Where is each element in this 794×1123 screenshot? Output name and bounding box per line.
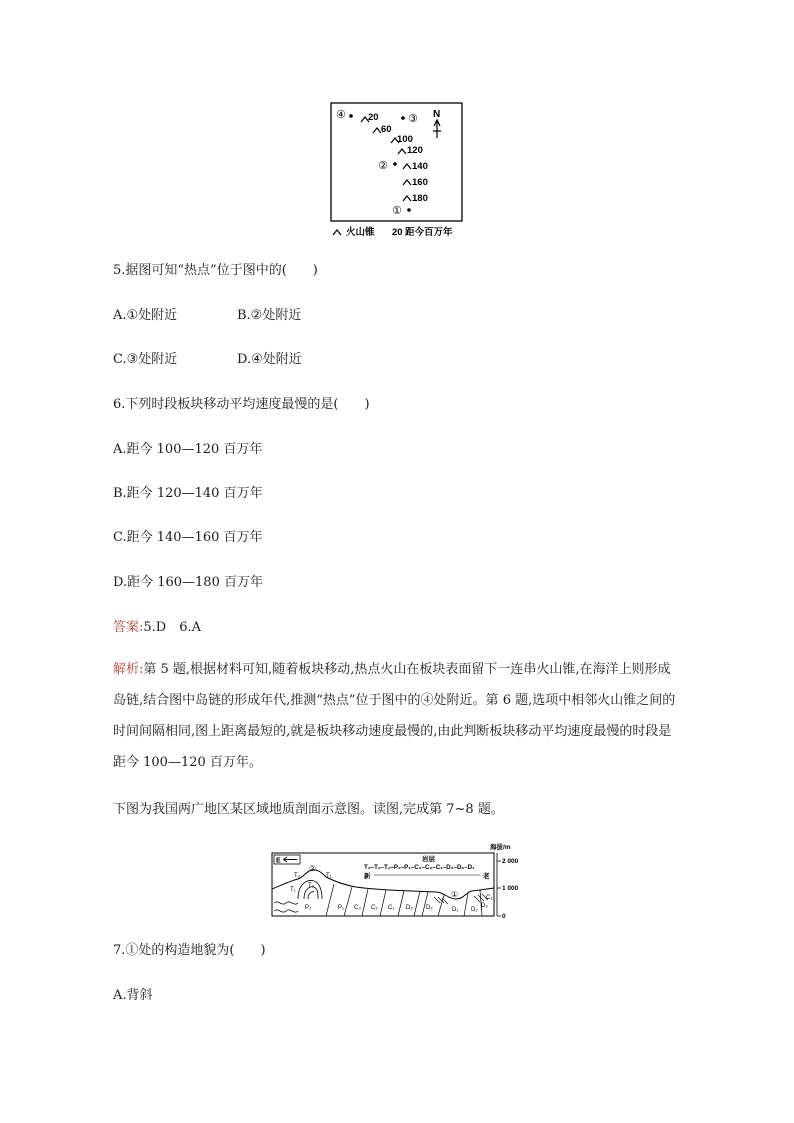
layer-label: T₂ (308, 883, 314, 889)
question-5-option-a[interactable]: A.①处附近 (113, 308, 178, 323)
label-circle-1: ① (392, 205, 402, 217)
layer-label: T₁ (290, 887, 296, 893)
figure-frame (331, 103, 462, 221)
marker-1: ① (451, 890, 459, 899)
legend-age-number: 20 (392, 227, 403, 238)
layer-label: D₂ (471, 907, 478, 913)
layer-label: C₂ (371, 905, 378, 911)
strata-sequence: T₃–T₂–T₁–P₂–P₁–C₃–C₂–C₁–D₃–D₂–D₁ (364, 864, 475, 871)
question-6-stem: 6.下列时段板块移动平均速度最慢的是( ) (113, 397, 370, 412)
question-6-option-b[interactable]: B.距今 120—140 百万年 (113, 486, 263, 501)
layer-label: T₁ (326, 873, 332, 879)
volcano-cone-icon (398, 149, 406, 154)
volcano-cone-icon (403, 180, 411, 185)
volcano-cone-icon (403, 196, 411, 201)
island-dot-3 (401, 116, 405, 120)
age-180: 180 (412, 193, 428, 204)
direction-label: E (276, 857, 281, 865)
answer-label: 答案: (113, 620, 144, 635)
analysis-text: 第 5 题,根据材料可知,随着板块移动,热点火山在板块表面留下一连串火山锥,在海洋上则形成岛链,结合图中岛链的形成年代,推测“热点”位于图中的④处附近。第 6 题,选项中相邻火山锥之间的时间间隔相同,图上距离最短的,就是板块移动速度最慢的,由此判断板块移动平均速度最慢的时段是距今 100—120 百万年。 (113, 662, 676, 770)
north-arrow-icon (433, 120, 441, 138)
tick-label-2000: 2 000 (502, 858, 519, 865)
layer-label: D₃ (406, 905, 413, 911)
question-5-stem: 5.据图可知“热点”位于图中的( ) (113, 263, 318, 278)
label-circle-2: ② (378, 160, 388, 172)
analysis-label: 解析: (113, 662, 144, 677)
strata-new-label: 新 (364, 873, 371, 880)
legend-cone-label: 火山锥 (346, 227, 375, 238)
layer-label: D₃ (481, 903, 488, 909)
layer-label: D₁ (452, 907, 459, 913)
age-160: 160 (412, 177, 428, 188)
intro-7-8: 下图为我国两广地区某区域地质剖面示意图。读图,完成第 7~8 题。 (113, 802, 504, 817)
north-label: N (433, 109, 441, 120)
answer-text: 5.D 6.A (143, 620, 202, 635)
question-7-stem: 7.①处的构造地貌为( ) (113, 943, 266, 958)
legend-cone-icon (333, 230, 341, 235)
question-7-option-a[interactable]: A.背斜 (113, 988, 153, 1003)
label-circle-4: ④ (336, 109, 346, 121)
island-dot-4 (349, 114, 353, 118)
age-20: 20 (368, 112, 379, 123)
layer-label: T₃ (294, 873, 301, 879)
island-dot-2 (393, 162, 397, 166)
layer-label: P₁ (338, 905, 345, 911)
analysis-paragraph (113, 654, 683, 778)
question-6-option-d[interactable]: D.距今 160—180 百万年 (113, 575, 263, 590)
age-100: 100 (397, 134, 413, 145)
question-5-option-d[interactable]: D.④处附近 (237, 352, 302, 367)
hotspot-figure (330, 101, 464, 241)
age-140: 140 (412, 161, 428, 172)
question-6-option-a[interactable]: A.距今 100—120 百万年 (113, 442, 263, 457)
layer-label: C₁ (388, 905, 395, 911)
age-60: 60 (381, 124, 392, 135)
question-6-option-c[interactable]: C.距今 140—160 百万年 (113, 530, 263, 545)
question-5-option-b[interactable]: B.②处附近 (237, 308, 302, 323)
marker-2: ② (309, 864, 317, 873)
layer-label: P₂ (305, 905, 312, 911)
question-5-option-c[interactable]: C.③处附近 (113, 352, 178, 367)
label-circle-3: ③ (408, 113, 418, 125)
tick-label-1000: 1 000 (502, 885, 519, 892)
layer-label: C₃ (354, 905, 361, 911)
geologic-section-figure (268, 841, 528, 923)
answer-line (113, 620, 201, 636)
age-120: 120 (407, 145, 423, 156)
layer-label: D₂ (426, 905, 433, 911)
strata-old-label: 老 (483, 873, 490, 880)
legend-age-label: 距今百万年 (405, 227, 453, 238)
strata-title: 岩层 (422, 856, 435, 863)
volcano-cone-icon (403, 164, 411, 169)
layer-label: C₁ (486, 895, 493, 901)
altitude-axis-label: 海拔/m (490, 844, 511, 851)
island-dot-1 (407, 208, 411, 212)
tick-label-0: 0 (502, 913, 506, 920)
volcano-cone-icon (373, 128, 381, 133)
